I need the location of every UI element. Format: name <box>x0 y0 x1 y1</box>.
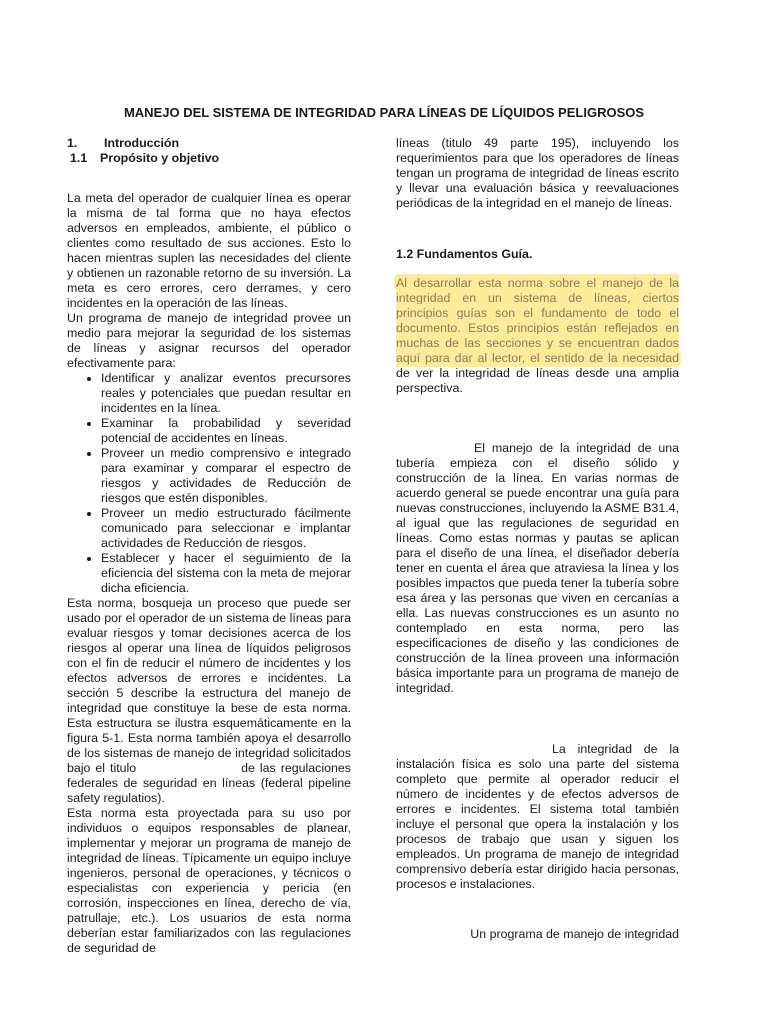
list-item: • Examinar la probabilidad y severidad potencial de accidentes en líneas. <box>101 416 351 446</box>
paragraph <box>396 276 679 396</box>
heading-text: Introducción <box>104 136 180 150</box>
list-item: • Proveer un medio comprensivo e integrado para examinar y comparar el espectro de riesgos y actividades de Reducción de riesgos que estén disponibles. <box>101 446 351 506</box>
paragraph: Esta norma esta proyectada para su uso por individuos o equipos responsables de planear, implementar y mejorar un programa de manejo de integridad de líneas. Típicamente un equipo incluye ingenieros, personal de operaciones, y técnicos o especialistas con experiencia y pericia (en corrosión, inspecciones en línea, derecho de vía, patrullaje, etc.). Los usuarios de esta norma deberían estar familiarizados con las regulaciones de seguridad de <box>67 806 351 955</box>
heading-number: 1.1 <box>70 151 88 165</box>
list-item: • Identificar y analizar eventos precursores reales y potenciales que puedan resultar en incidentes en la línea. <box>101 371 351 416</box>
paragraph <box>396 441 679 696</box>
document-title: MANEJO DEL SISTEMA DE INTEGRIDAD PARA LÍNEAS DE LÍQUIDOS PELIGROSOS <box>123 105 645 120</box>
list-item: • Proveer un medio estructurado fácilmente comunicado para seleccionar e implantar actividades de Reducción de riesgos. <box>101 506 351 551</box>
paragraph-text: de las regulaciones federales de seguridad en líneas (federal pipeline safety regulatios). <box>67 761 351 805</box>
right-column <box>396 136 679 942</box>
heading-fundamentos: 1.2 Fundamentos Guía. <box>396 247 533 261</box>
heading-proposito <box>67 151 351 166</box>
paragraph-text: El manejo de la integridad de una tubería empieza con el diseño sólido y construcción de la línea. En varias normas de acuerdo general se puede encontrar una guía para nuevas construcciones, incluyendo la ASME B31.4, al igual que las regulaciones de seguridad en líneas. Como estas normas y pautas se aplican para el diseño de una línea, el diseñador debería tener en cuenta el área que atraviesa la línea y los posibles impactos que pueda tener la tubería sobre esa área y las personas que viven en cercanías a ella. Las nuevas construcciones es un asunto no contemplado en esta norma, pero las especificaciones de diseño y las condiciones de construcción de la línea proveen una información básica importante para un programa de manejo de integridad. <box>396 441 679 695</box>
paragraph-text: de ver la integridad de líneas desde una amplia perspectiva. <box>396 366 679 395</box>
paragraph: líneas (titulo 49 parte 195), incluyendo los requerimientos para que los operadores de líneas tengan un programa de integridad de líneas escrito y llevar una evaluación básica y reevaluaciones periódicas de la integridad en el manejo de líneas. <box>396 136 679 210</box>
heading-introduccion <box>67 136 351 151</box>
paragraph-text: La integridad de la instalación física es solo una parte del sistema completo que permite al operador reducir el número de incidentes y de efectos adversos de errores e incidentes. El sistema total también incluye el personal que opera la instalación y los procesos de trabajo que usan y siguen los empleados. Un programa de manejo de integridad comprensivo debería estar dirigido hacia personas, procesos e instalaciones. <box>396 742 679 891</box>
paragraph: La meta del operador de cualquier línea es operar la misma de tal forma que no haya efectos adversos en empleados, ambiente, el público o clientes como resultado de sus acciones. Esto lo hacen mientras suplen las necesidades del cliente y obtienen un razonable retorno de su inversión. La meta es cero errores, cero derrames, y cero incidentes en la operación de las líneas. <box>67 191 351 310</box>
highlighted-text: Al desarrollar esta norma sobre el manejo de la integridad en un sistema de líneas, ciertos principios guías son el fundamento de todo el documento. Estos principios están reflejados en muchas de las secciones y se encuentran dados aquí para dar al lector, el sentido de la necesidad <box>396 276 679 365</box>
paragraph-text: Esta norma, bosqueja un proceso que puede ser usado por el operador de un sistema de líneas para evaluar riesgos y tomar decisiones acerca de los riesgos al operar una línea de líquidos peligrosos con el fin de reducir el número de incidentes y los efectos adversos de errores e incidentes. La sección 5 describe la estructura del manejo de integridad que constituye la bese de esta norma. Esta estructura se ilustra esquemáticamente en la figura 5-1. Esta norma también apoya el desarrollo de los sistemas de manejo de integridad solicitados bajo el titulo <box>67 596 351 775</box>
paragraph <box>396 742 679 892</box>
left-column <box>67 136 351 956</box>
list-item: • Establecer y hacer el seguimiento de la eficiencia del sistema con la meta de mejorar dicha eficiencia. <box>101 551 351 596</box>
paragraph <box>67 596 351 806</box>
heading-number: 1. <box>67 136 78 150</box>
paragraph: Un programa de manejo de integridad provee un medio para mejorar la seguridad de los sistemas de líneas y asignar recursos del operador efectivamente para: <box>67 311 351 370</box>
bullet-list <box>67 371 351 596</box>
paragraph: Un programa de manejo de integridad <box>470 927 679 941</box>
heading-text: Propósito y objetivo <box>100 151 220 165</box>
